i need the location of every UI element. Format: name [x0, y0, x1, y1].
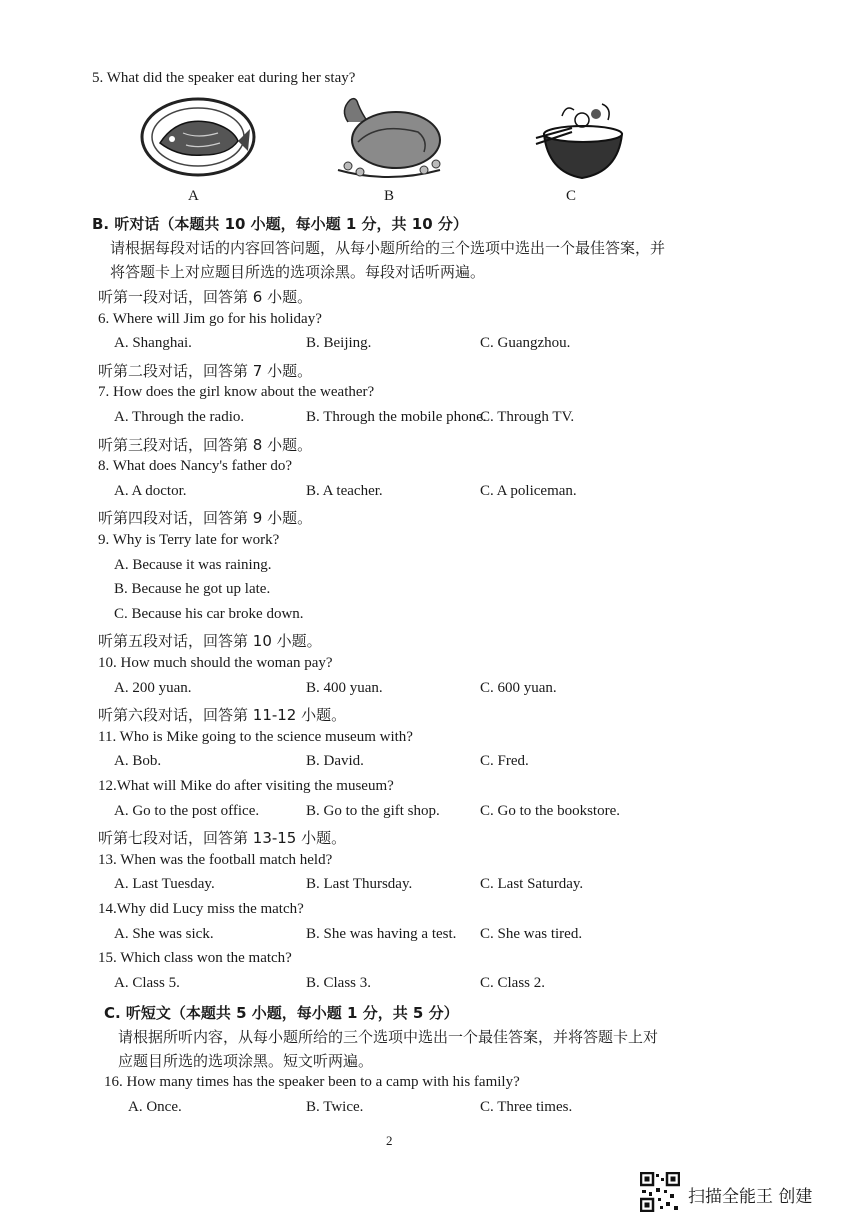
- section-b-instructions-1: 请根据每段对话的内容回答问题，从每小题所给的三个选项中选出一个最佳答案，并: [110, 239, 666, 257]
- question-text: 7. How does the girl know about the weather?: [98, 384, 375, 400]
- dialogue-instruction: 听第七段对话，回答第 13-15 小题。: [98, 829, 347, 847]
- question-text: 10. How much should the woman pay?: [98, 655, 333, 671]
- option-b: B. Class 3.: [306, 975, 372, 991]
- question-text: 8. What does Nancy's father do?: [98, 458, 293, 474]
- option-c: C. Guangzhou.: [480, 335, 571, 351]
- option-a: A. Go to the post office.: [114, 803, 260, 819]
- option-b: B. Through the mobile phone.: [306, 409, 487, 425]
- option-a: A. Through the radio.: [114, 409, 245, 425]
- question-text: 14.Why did Lucy miss the match?: [98, 901, 304, 917]
- q5-question: 5. What did the speaker eat during her stay?: [92, 70, 356, 86]
- q5-label-a: A: [188, 188, 199, 204]
- fish-plate-icon: [138, 95, 258, 180]
- dialogue-instruction: 听第五段对话，回答第 10 小题。: [98, 632, 322, 650]
- question-text: 9. Why is Terry late for work?: [98, 532, 280, 548]
- option-line: A. Because it was raining.: [114, 557, 272, 573]
- q5-label-b: B: [384, 188, 395, 204]
- q16-question: 16. How many times has the speaker been to a camp with his family?: [104, 1074, 520, 1090]
- option-b: B. She was having a test.: [306, 926, 457, 942]
- qr-code-icon: [640, 1172, 680, 1212]
- q16-option-b: B. Twice.: [306, 1099, 364, 1115]
- option-b: B. Go to the gift shop.: [306, 803, 440, 819]
- scanner-brand-label: 扫描全能王 创建: [688, 1187, 813, 1207]
- option-a: A. Bob.: [114, 753, 162, 769]
- q16-option-c: C. Three times.: [480, 1099, 573, 1115]
- option-b: B. A teacher.: [306, 483, 383, 499]
- option-b: B. David.: [306, 753, 364, 769]
- option-line: B. Because he got up late.: [114, 581, 271, 597]
- option-c: C. She was tired.: [480, 926, 583, 942]
- option-c: C. A policeman.: [480, 483, 577, 499]
- question-text: 6. Where will Jim go for his holiday?: [98, 311, 322, 327]
- noodle-bowl-icon: [532, 98, 632, 182]
- question-text: 12.What will Mike do after visiting the museum?: [98, 778, 394, 794]
- dialogue-instruction: 听第三段对话，回答第 8 小题。: [98, 436, 313, 454]
- dialogue-instruction: 听第六段对话，回答第 11-12 小题。: [98, 706, 347, 724]
- dialogue-instruction: 听第四段对话，回答第 9 小题。: [98, 509, 313, 527]
- option-a: A. A doctor.: [114, 483, 187, 499]
- dialogue-instruction: 听第一段对话，回答第 6 小题。: [98, 288, 313, 306]
- option-a: A. Last Tuesday.: [114, 876, 215, 892]
- option-a: A. Class 5.: [114, 975, 180, 991]
- option-c: C. Go to the bookstore.: [480, 803, 620, 819]
- roast-chicken-icon: [328, 92, 448, 184]
- section-b-heading: B. 听对话（本题共 10 小题，每小题 1 分，共 10 分）: [92, 215, 468, 233]
- option-line: C. Because his car broke down.: [114, 606, 304, 622]
- question-text: 13. When was the football match held?: [98, 852, 333, 868]
- question-text: 15. Which class won the match?: [98, 950, 292, 966]
- option-a: A. She was sick.: [114, 926, 214, 942]
- option-c: C. Last Saturday.: [480, 876, 584, 892]
- section-c-instructions-2: 应题目所选的选项涂黑。短文听两遍。: [118, 1052, 374, 1070]
- option-b: B. 400 yuan.: [306, 680, 383, 696]
- option-b: B. Last Thursday.: [306, 876, 413, 892]
- dialogue-instruction: 听第二段对话，回答第 7 小题。: [98, 362, 313, 380]
- section-c-heading: C. 听短文（本题共 5 小题，每小题 1 分，共 5 分）: [104, 1004, 459, 1022]
- option-c: C. Through TV.: [480, 409, 575, 425]
- q16-option-a: A. Once.: [128, 1099, 182, 1115]
- q5-label-c: C: [566, 188, 577, 204]
- option-b: B. Beijing.: [306, 335, 372, 351]
- option-a: A. Shanghai.: [114, 335, 192, 351]
- option-c: C. Fred.: [480, 753, 529, 769]
- question-text: 11. Who is Mike going to the science museum with?: [98, 729, 413, 745]
- option-c: C. 600 yuan.: [480, 680, 557, 696]
- option-a: A. 200 yuan.: [114, 680, 192, 696]
- option-c: C. Class 2.: [480, 975, 546, 991]
- page-number: 2: [386, 1133, 393, 1148]
- section-b-instructions-2: 将答题卡上对应题目所选的选项涂黑。每段对话听两遍。: [110, 263, 486, 281]
- section-c-instructions-1: 请根据所听内容，从每小题所给的三个选项中选出一个最佳答案，并将答题卡上对: [118, 1028, 659, 1046]
